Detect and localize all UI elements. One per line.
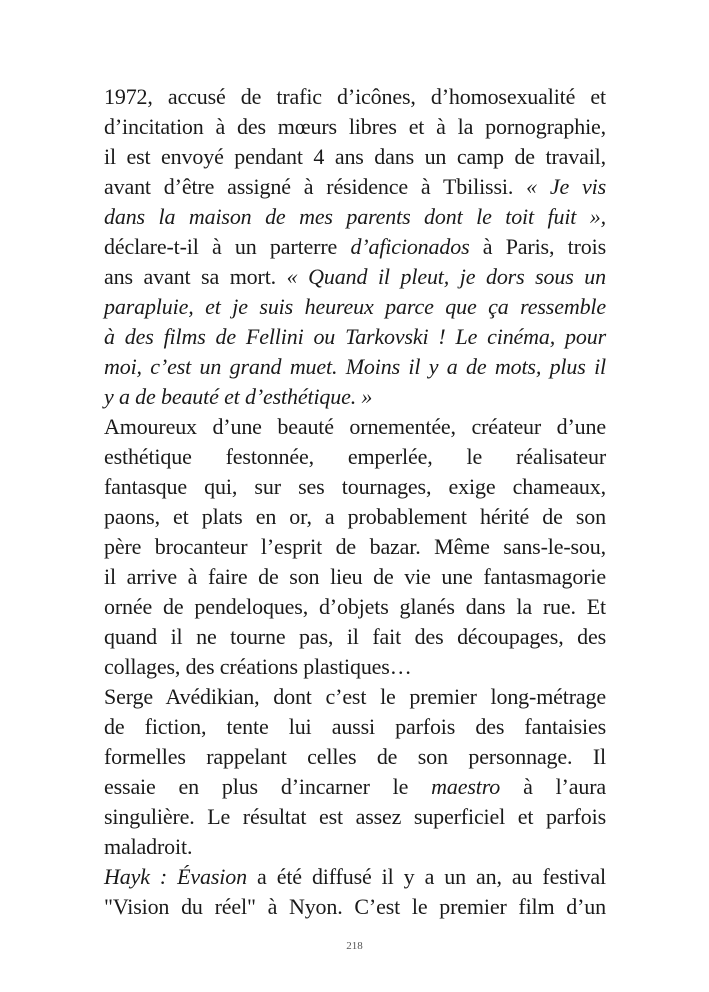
text-line — [104, 802, 606, 832]
text-segment: maladroit. — [104, 834, 193, 859]
text-segment: singulière. Le résultat est assez superficiel et parfois — [104, 804, 606, 829]
text-line — [104, 202, 606, 232]
text-line — [104, 292, 606, 322]
text-segment: à Paris, trois — [469, 234, 606, 259]
text-line — [104, 82, 606, 112]
text-line — [104, 742, 606, 772]
text-line — [104, 472, 606, 502]
text-segment: paons, et plats en or, a probablement hérité de son — [104, 504, 606, 529]
text-segment: collages, des créations plastiques… — [104, 654, 412, 679]
text-segment: 1972, accusé de trafic d’icônes, d’homosexualité et — [104, 84, 606, 109]
text-line — [104, 442, 606, 472]
text-segment: de fiction, tente lui aussi parfois des fantaisies — [104, 714, 606, 739]
text-segment: quand il ne tourne pas, il fait des découpages, des — [104, 624, 606, 649]
text-line — [104, 502, 606, 532]
text-line — [104, 352, 606, 382]
text-segment: Serge Avédikian, dont c’est le premier long-métrage — [104, 684, 606, 709]
text-line — [104, 592, 606, 622]
text-line — [104, 232, 606, 262]
text-line — [104, 142, 606, 172]
text-segment: d’incitation à des mœurs libres et à la pornographie, — [104, 114, 606, 139]
text-segment: Amoureux d’une beauté ornementée, créateur d’une — [104, 414, 606, 439]
text-line — [104, 532, 606, 562]
italic-text-segment: parapluie, et je suis heureux parce que ça ressemble — [104, 294, 606, 319]
text-segment: "Vision du réel" à Nyon. C’est le premier film d’un — [104, 894, 606, 919]
text-segment: fantasque qui, sur ses tournages, exige chameaux, — [104, 474, 606, 499]
text-line — [104, 172, 606, 202]
text-line — [104, 622, 606, 652]
italic-text-segment: maestro — [431, 774, 501, 799]
text-line — [104, 682, 606, 712]
text-segment: il est envoyé pendant 4 ans dans un camp de travail, — [104, 144, 606, 169]
text-segment: a été diffusé il y a un an, au festival — [246, 864, 606, 889]
text-segment: déclare-t-il à un parterre — [104, 234, 351, 259]
text-segment: esthétique festonnée, emperlée, le réalisateur — [104, 444, 606, 469]
italic-text-segment: y a de beauté et d’esthétique. » — [104, 384, 373, 409]
text-segment: essaie en plus d’incarner le — [104, 774, 432, 799]
text-segment: il arrive à faire de son lieu de vie une fantasmagorie — [104, 564, 606, 589]
text-line — [104, 412, 606, 442]
italic-text-segment: « Quand il pleut, je dors sous un — [286, 264, 606, 289]
document-body — [104, 82, 606, 922]
text-line — [104, 892, 606, 922]
text-line — [104, 262, 606, 292]
italic-text-segment: dans la maison de mes parents dont le toit fuit », — [104, 204, 606, 229]
text-line — [104, 862, 606, 892]
text-line — [104, 382, 606, 412]
text-segment: à l’aura — [500, 774, 606, 799]
text-line — [104, 712, 606, 742]
text-segment: avant d’être assigné à résidence à Tbilissi. — [104, 174, 527, 199]
text-segment: père brocanteur l’esprit de bazar. Même sans-le-sou, — [104, 534, 606, 559]
text-segment: ornée de pendeloques, d’objets glanés dans la rue. Et — [104, 594, 606, 619]
text-line — [104, 112, 606, 142]
text-line — [104, 562, 606, 592]
text-line — [104, 322, 606, 352]
text-line — [104, 652, 606, 682]
italic-text-segment: à des films de Fellini ou Tarkovski ! Le cinéma, pour — [104, 324, 606, 349]
italic-text-segment: d’aficionados — [350, 234, 470, 259]
text-segment: formelles rappelant celles de son personnage. Il — [104, 744, 606, 769]
italic-text-segment: moi, c’est un grand muet. Moins il y a de mots, plus il — [104, 354, 606, 379]
italic-text-segment: Hayk : Évasion — [104, 864, 247, 889]
text-line — [104, 832, 606, 862]
text-segment: ans avant sa mort. — [104, 264, 287, 289]
page-number: 218 — [346, 940, 363, 952]
italic-text-segment: « Je vis — [526, 174, 606, 199]
text-line — [104, 772, 606, 802]
